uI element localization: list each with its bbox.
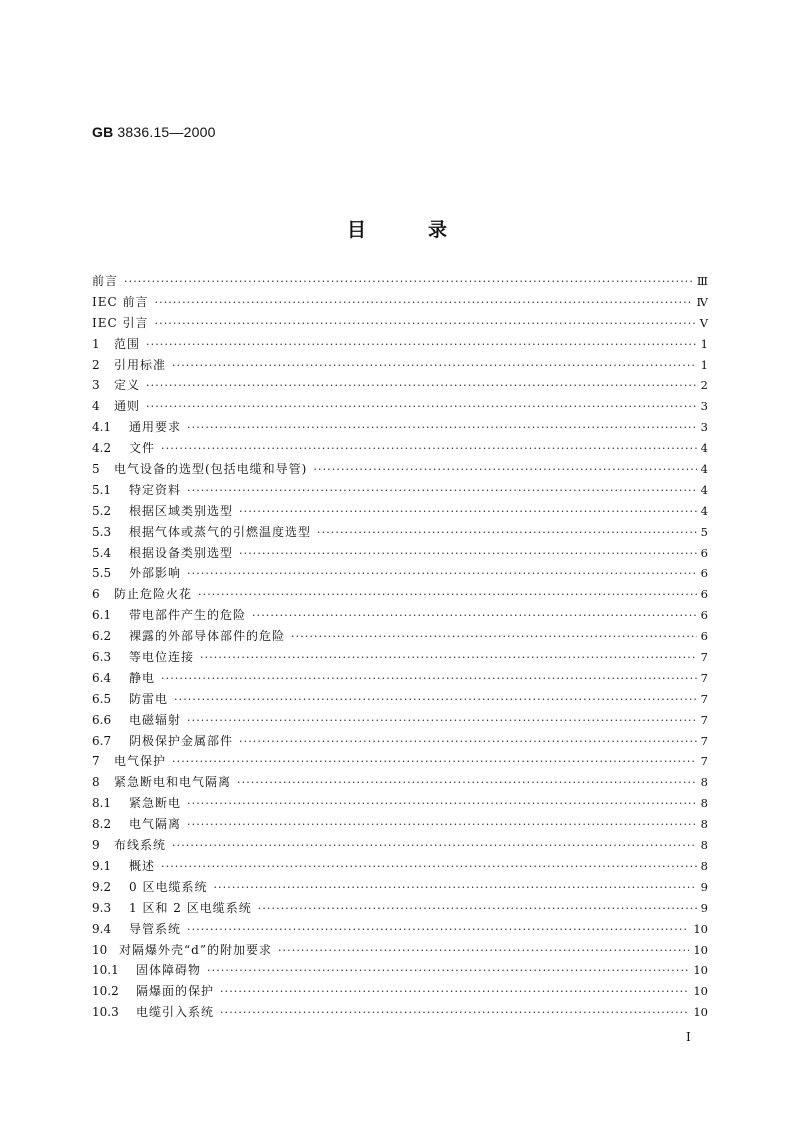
page-number: Ⅰ [686,1030,691,1044]
toc-entry[interactable] [92,584,708,605]
toc-entry[interactable] [92,751,708,772]
toc-entry-number: 1 [92,336,100,351]
toc-entry-page: 7 [700,754,708,769]
toc-entry-title: 定义 [114,378,141,393]
toc-entry-number: 3 [92,378,100,393]
toc-entry-title: 电气保护 [114,754,167,769]
standard-number: 3836.15—2000 [117,124,216,140]
toc-entry-page: Ⅳ [696,294,708,309]
toc-entry-page: 4 [700,441,708,456]
toc-dot-leader [252,606,697,627]
toc-entry[interactable] [92,856,708,877]
toc-entry-page: 7 [700,712,708,727]
toc-dot-leader [146,397,697,418]
toc-dot-leader [161,439,697,460]
toc-dot-leader [155,314,696,335]
toc-dot-leader [198,585,697,606]
toc-entry-number: 9.1 [92,858,112,873]
toc-entry-page: 3 [700,420,708,435]
toc-title [0,215,794,242]
toc-dot-leader [239,502,697,523]
toc-dot-leader [172,356,697,377]
toc-entry-number: 4 [92,399,100,414]
toc-entry-number: 10.3 [92,1005,119,1020]
toc-entry-number: 6.4 [92,670,112,685]
toc-dot-leader [237,773,697,794]
toc-entry-page: 10 [693,942,708,957]
toc-entry[interactable] [92,814,708,835]
toc-entry-title: 电缆引入系统 [136,1005,215,1020]
toc-entry[interactable] [92,919,708,940]
toc-dot-leader [278,941,689,962]
toc-entry-title: 带电部件产生的危险 [129,608,247,623]
toc-entry-title: IEC 引言 [92,315,149,330]
toc-entry-number: 10 [92,942,108,957]
toc-entry-page: 5 [700,524,708,539]
toc-entry-number: 7 [92,754,100,769]
toc-entry-title: 根据设备类别选型 [129,545,234,560]
toc-entry-title: 静电 [129,670,156,685]
toc-dot-leader [213,878,696,899]
toc-entry[interactable] [92,940,708,961]
toc-entry-number: 8 [92,775,100,790]
toc-dot-leader [220,1003,689,1024]
toc-entry[interactable] [92,480,708,501]
toc-entry-number: 6 [92,587,100,602]
toc-entry-number: 9.4 [92,921,112,936]
toc-entry[interactable] [92,793,708,814]
toc-entry-number: 8.2 [92,817,112,832]
toc-entry[interactable] [92,731,708,752]
toc-entry-number: 6.2 [92,629,112,644]
toc-dot-leader [124,272,693,293]
toc-dot-leader [291,627,697,648]
toc-entry-title: 固体障碍物 [136,963,202,978]
toc-entry[interactable] [92,334,708,355]
toc-entry-title: 防止危险火花 [114,587,193,602]
toc-entry-page: 10 [693,1005,708,1020]
toc-entry[interactable] [92,292,708,313]
toc-entry-title: 1 区和 2 区电缆系统 [129,900,252,915]
toc-entry-page: 4 [700,462,708,477]
toc-entry[interactable] [92,459,708,480]
toc-entry-page: 7 [700,691,708,706]
toc-entry-page: 4 [700,503,708,518]
toc-entry-number: 10.1 [92,963,119,978]
toc-entry-title: IEC 前言 [92,294,149,309]
toc-entry-number: 2 [92,357,100,372]
toc-dot-leader [258,899,697,920]
toc-dot-leader [239,544,697,565]
toc-entry[interactable] [92,835,708,856]
toc-dot-leader [187,920,689,941]
toc-entry-title: 防雷电 [129,691,169,706]
toc-entry[interactable] [92,689,708,710]
toc-dot-leader [187,815,697,836]
toc-dot-leader [187,418,697,439]
toc-entry-page: 3 [700,399,708,414]
toc-entry[interactable] [92,522,708,543]
toc-entry-page: 7 [700,670,708,685]
toc-entry-page: 6 [700,566,708,581]
toc-entry-page: Ⅲ [696,274,708,288]
toc-entry-title: 特定资料 [129,482,182,497]
toc-entry-page: 9 [700,900,708,915]
toc-entry[interactable] [92,417,708,438]
standard-header [92,124,216,140]
toc-entry-title: 范围 [114,336,141,351]
toc-entry-page: 6 [700,608,708,623]
toc-dot-leader [239,732,697,753]
toc-entry-page: 9 [700,879,708,894]
toc-entry-page: 7 [700,650,708,665]
toc-dot-leader [172,752,697,773]
toc-entry-title: 紧急断电和电气隔离 [114,775,232,790]
toc-entry[interactable] [92,960,708,981]
toc-dot-leader [174,690,697,711]
toc-entry[interactable] [92,396,708,417]
toc-dot-leader [220,982,689,1003]
standard-prefix: GB [92,124,114,140]
toc-entry-title: 根据区域类别选型 [129,503,234,518]
toc-dot-leader [187,564,697,585]
toc-dot-leader [155,293,693,314]
toc-dot-leader [187,794,697,815]
toc-dot-leader [146,335,697,356]
toc-entry-page: 6 [700,545,708,560]
toc-entry[interactable] [92,647,708,668]
toc-entry-number: 9 [92,838,100,853]
toc-entry-title: 根据气体或蒸气的引燃温度选型 [129,524,312,539]
toc-dot-leader [146,376,697,397]
toc-entry-number: 4.2 [92,441,112,456]
toc-entry-number: 6.7 [92,733,112,748]
toc-dot-leader [207,961,689,982]
toc-entry-number: 6.3 [92,650,112,665]
toc-entry-page: 2 [700,378,708,393]
toc-entry[interactable] [92,1002,708,1023]
toc-entry-page: 1 [700,357,708,372]
toc-entry-title: 概述 [129,858,156,873]
toc-entry[interactable] [92,375,708,396]
toc-entry-number: 5.1 [92,482,112,497]
toc-entry-number: 6.1 [92,608,112,623]
toc-entry-page: 8 [700,817,708,832]
toc-entry-page: 8 [700,796,708,811]
toc-entry-title: 通用要求 [129,420,182,435]
toc-entry[interactable] [92,710,708,731]
toc-entry[interactable] [92,313,708,334]
toc-entry[interactable] [92,355,708,376]
toc-entry[interactable] [92,668,708,689]
toc-entry-number: 9.2 [92,879,112,894]
toc-entry-title: 文件 [129,441,156,456]
toc-entry-title: 前言 [92,274,119,288]
toc-entry-title: 电磁辐射 [129,712,182,727]
toc-entry-page: 7 [700,733,708,748]
toc-entry-page: 1 [700,336,708,351]
toc-entry-number: 5.2 [92,503,112,518]
toc-entry-number: 4.1 [92,420,112,435]
toc-entry-title: 布线系统 [114,838,167,853]
toc-dot-leader [317,523,697,544]
toc-entry-page: 10 [693,963,708,978]
toc-entry[interactable] [92,626,708,647]
toc-entry-number: 10.2 [92,984,119,999]
toc-entry-page: 10 [693,984,708,999]
toc-entry-title: 导管系统 [129,921,182,936]
toc-entry-page: 4 [700,482,708,497]
toc-entry-page: 8 [700,775,708,790]
toc-entry[interactable] [92,543,708,564]
toc-entry-title: 电气隔离 [129,817,182,832]
toc-entry-title: 0 区电缆系统 [129,879,208,894]
toc-entry-title: 引用标准 [114,357,167,372]
toc-entry-number: 8.1 [92,796,112,811]
toc-entry-number: 9.3 [92,900,112,915]
toc-dot-leader [200,648,697,669]
toc-entry-page: 6 [700,587,708,602]
toc-entry-number: 6.6 [92,712,112,727]
toc-entry[interactable] [92,877,708,898]
toc-entry-page: 8 [700,838,708,853]
toc-entry-title: 通则 [114,399,141,414]
toc-dot-leader [172,836,697,857]
toc-entry-page: 10 [693,921,708,936]
toc-entry-number: 6.5 [92,691,112,706]
toc-entry-title: 等电位连接 [129,650,195,665]
toc-entry-title: 裸露的外部导体部件的危险 [129,629,286,644]
toc-entry[interactable] [92,438,708,459]
toc-entry-title: 隔爆面的保护 [136,984,215,999]
toc-entry[interactable] [92,605,708,626]
toc-entry-page: 6 [700,629,708,644]
toc-title-char-1: 目 [346,219,366,241]
toc-dot-leader [187,711,697,732]
toc-entry-title: 对隔爆外壳“d”的附加要求 [119,942,272,957]
toc-entry[interactable] [92,981,708,1002]
toc-entry-number: 5.5 [92,566,112,581]
toc-entry[interactable] [92,898,708,919]
toc-entry-number: 5.4 [92,545,112,560]
toc-dot-leader [313,460,696,481]
toc-entry[interactable] [92,271,708,292]
table-of-contents [92,271,708,1023]
toc-entry[interactable] [92,501,708,522]
toc-entry-number: 5.3 [92,524,112,539]
toc-entry-title: 阴极保护金属部件 [129,733,234,748]
toc-title-char-2: 录 [428,219,448,241]
toc-dot-leader [161,669,697,690]
toc-entry-page: 8 [700,858,708,873]
toc-entry-title: 电气设备的选型(包括电缆和导管) [114,462,308,477]
toc-entry[interactable] [92,563,708,584]
toc-dot-leader [187,481,697,502]
toc-entry-title: 紧急断电 [129,796,182,811]
toc-entry-title: 外部影响 [129,566,182,581]
toc-entry[interactable] [92,772,708,793]
toc-dot-leader [161,857,697,878]
toc-entry-page: Ⅴ [699,315,708,330]
toc-entry-number: 5 [92,462,100,477]
